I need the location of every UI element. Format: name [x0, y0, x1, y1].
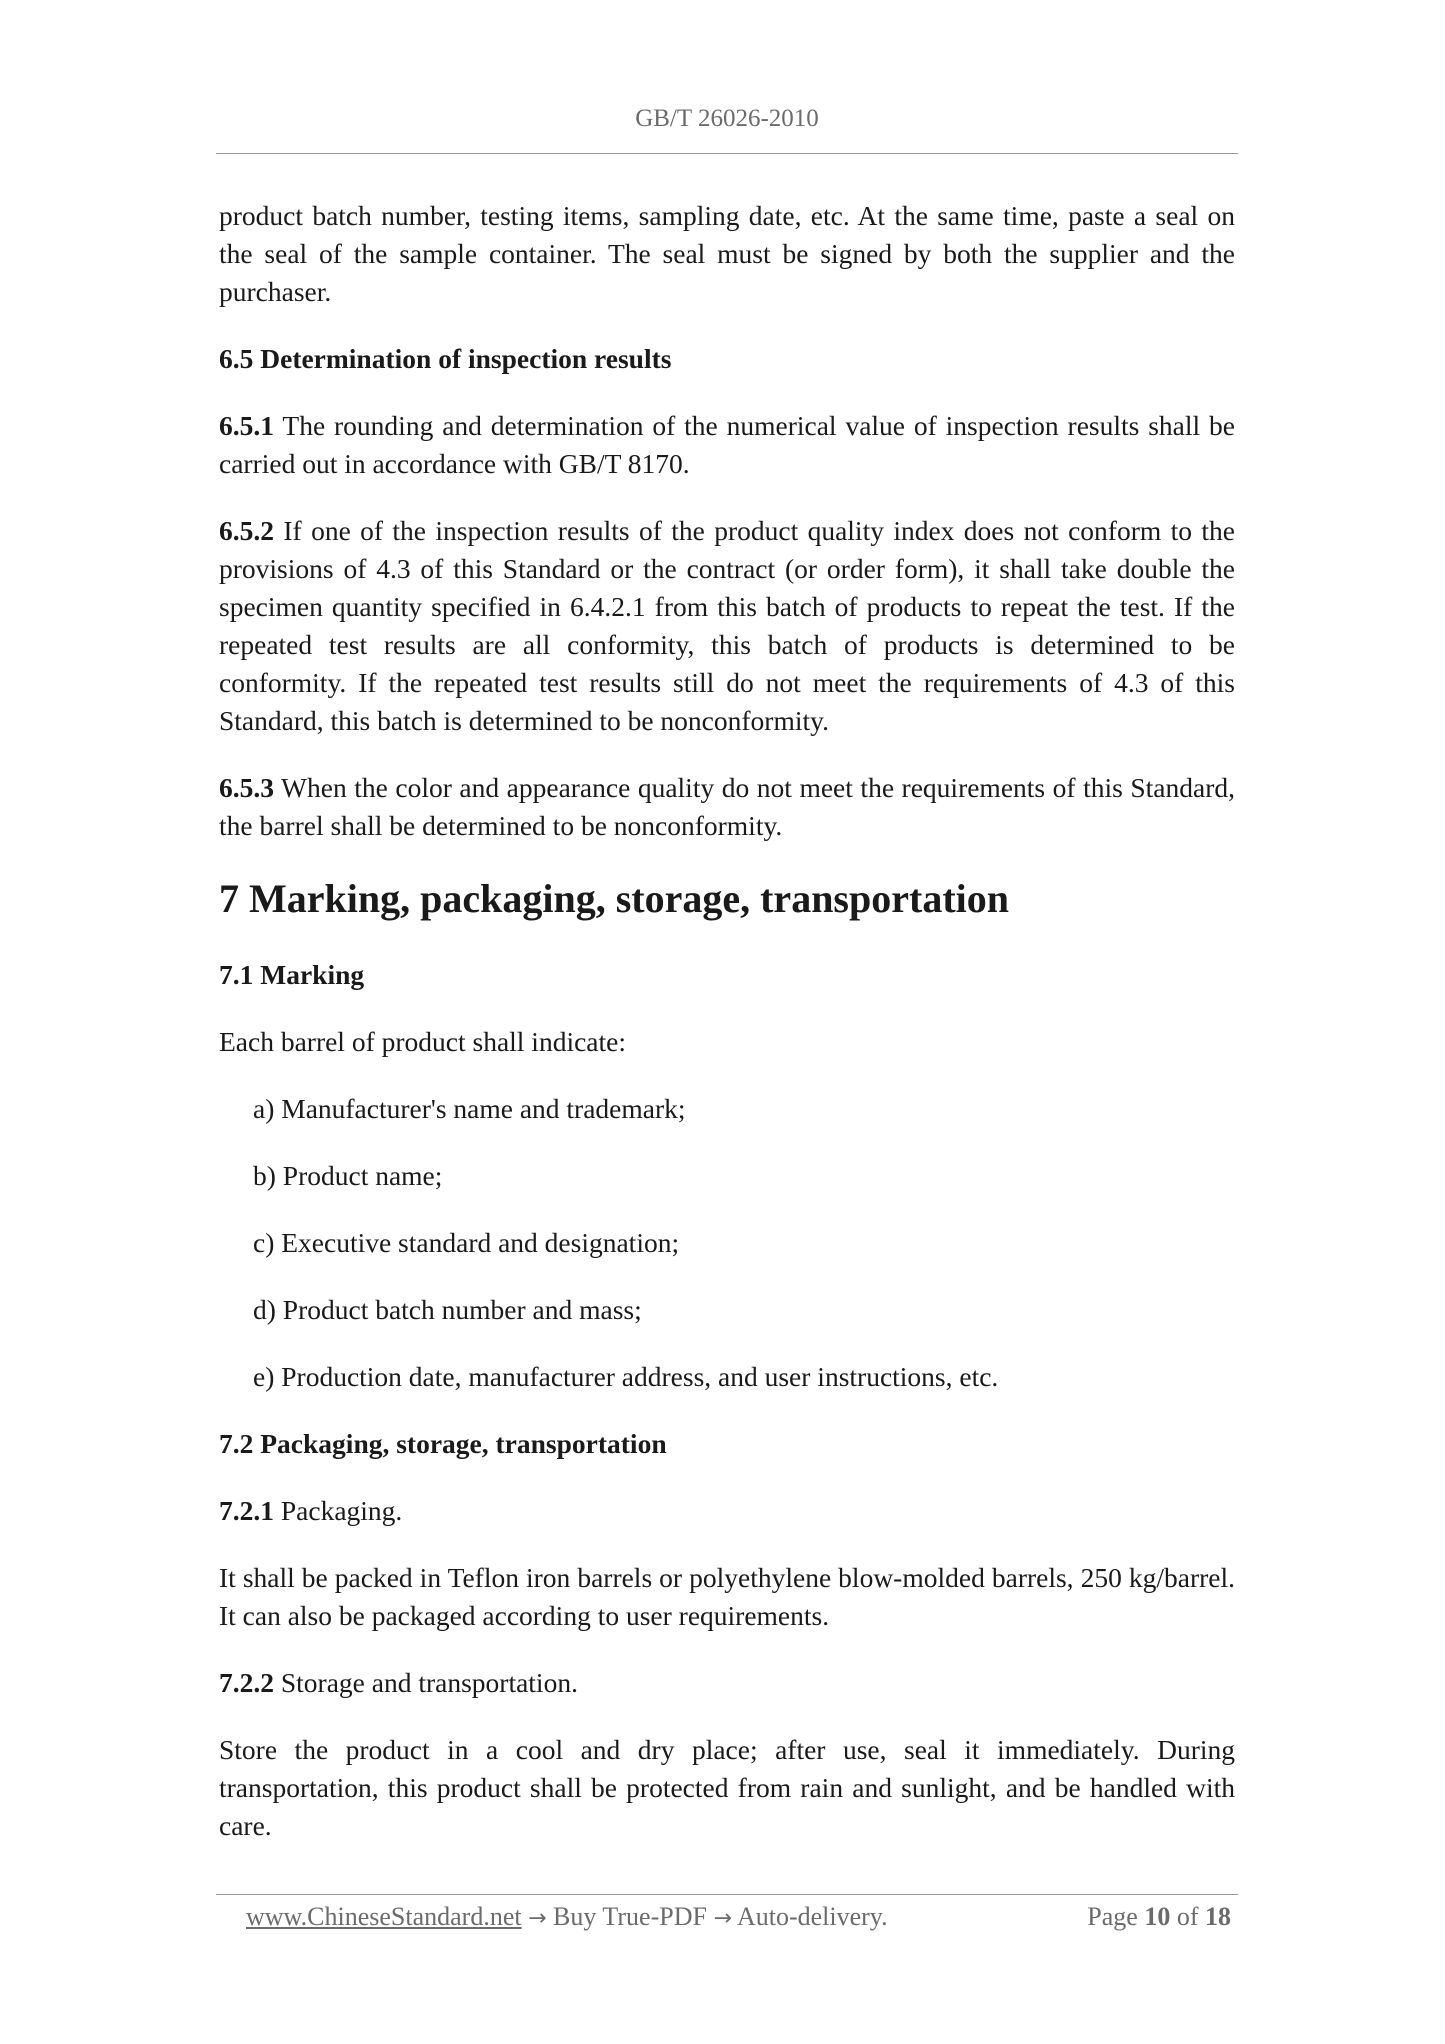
header-divider	[216, 153, 1238, 154]
clause-text: The rounding and determination of the numerical value of inspection results shall be carried out in accordance with GB/T 8170.	[219, 410, 1235, 479]
footer-left	[246, 1900, 888, 1936]
clause-text: Packaging.	[280, 1495, 403, 1526]
clause-number: 6.5.1	[219, 410, 274, 441]
heading-6-5: 6.5 Determination of inspection results	[219, 343, 672, 374]
heading-7-2: 7.2 Packaging, storage, transportation	[219, 1428, 667, 1459]
arrow-right-icon: →	[528, 1906, 547, 1931]
clause-6-5-1	[219, 407, 1235, 483]
of-word: of	[1176, 1902, 1199, 1931]
site-link[interactable]: www.ChineseStandard.net	[246, 1902, 522, 1931]
paragraph-7-1: Each barrel of product shall indicate:	[219, 1026, 626, 1057]
clause-number: 7.2.1	[219, 1495, 274, 1526]
list-item: c) Executive standard and designation;	[253, 1227, 680, 1258]
list-item: d) Product batch number and mass;	[253, 1294, 642, 1325]
paragraph-7-2-2: Store the product in a cool and dry place; after use, seal it immediately. During transportation, this product shall be protected from rain and sunlight, and be handled with care.	[219, 1734, 1235, 1841]
page-content	[219, 197, 1235, 1874]
page-header: GB/T 26026-2010	[635, 105, 819, 132]
footer-divider	[216, 1894, 1238, 1895]
list-item: e) Production date, manufacturer address, and user instructions, etc.	[253, 1361, 999, 1392]
page-total: 18	[1205, 1902, 1231, 1931]
clause-number: 7.2.2	[219, 1667, 274, 1698]
paragraph-7-2-1: It shall be packed in Teflon iron barrels or polyethylene blow-molded barrels, 250 kg/barrel. It can also be packaged according to user requirements.	[219, 1562, 1235, 1631]
clause-text: When the color and appearance quality do not meet the requirements of this Standard, the barrel shall be determined to be nonconformity.	[219, 772, 1235, 841]
clause-number: 6.5.2	[219, 515, 274, 546]
clause-7-2-1	[219, 1492, 1235, 1530]
heading-7-1: 7.1 Marking	[219, 959, 365, 990]
list-item: a) Manufacturer's name and trademark;	[253, 1093, 686, 1124]
clause-6-5-3	[219, 769, 1235, 845]
page-word: Page	[1087, 1902, 1138, 1931]
page-number: 10	[1144, 1902, 1171, 1931]
buy-text: Buy True-PDF	[553, 1902, 707, 1931]
clause-6-5-2	[219, 512, 1235, 740]
arrow-right-icon: →	[713, 1906, 732, 1931]
clause-7-2-2	[219, 1664, 1235, 1702]
paragraph-continuation: product batch number, testing items, sampling date, etc. At the same time, paste a seal on the seal of the sample container. The seal must be signed by both the supplier and the purchaser.	[219, 200, 1235, 307]
page-indicator	[1087, 1900, 1231, 1934]
delivery-text: Auto-delivery.	[736, 1902, 888, 1931]
clause-number: 6.5.3	[219, 772, 274, 803]
clause-text: If one of the inspection results of the product quality index does not conform to the provisions of 4.3 of this Standard or the contract (or order form), it shall take double the specimen quantity specified in 6.4.2.1 from this batch of products to repeat the test. If the repeated test results are all conformity, this batch of products is determined to be conformity. If the repeated test results still do not meet the requirements of 4.3 of this Standard, this batch is determined to be nonconformity.	[219, 515, 1235, 736]
list-item: b) Product name;	[253, 1160, 443, 1191]
clause-text: Storage and transportation.	[280, 1667, 578, 1698]
heading-7: 7 Marking, packaging, storage, transportation	[219, 876, 1009, 921]
